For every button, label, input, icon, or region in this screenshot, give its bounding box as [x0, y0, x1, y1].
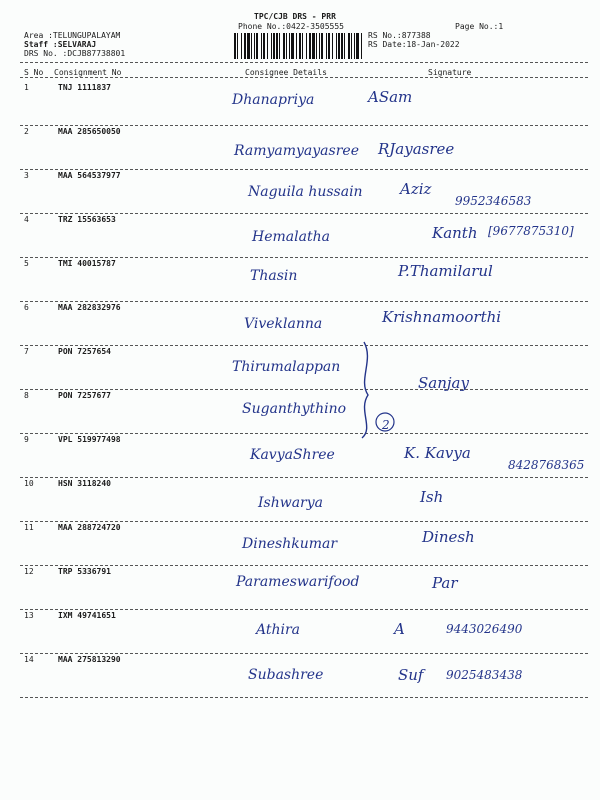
consignee-name: Thasin	[250, 268, 298, 284]
barcode-bar	[289, 33, 290, 59]
page-number: Page No.:1	[455, 22, 504, 31]
row-divider	[20, 257, 588, 258]
col-consignee: Consignee Details	[245, 68, 327, 77]
consignee-name: Parameswarifood	[236, 574, 360, 590]
handwritten-signature: Ish	[420, 488, 444, 506]
row-divider	[20, 345, 588, 346]
barcode-bar	[273, 33, 275, 59]
barcode-bar	[321, 33, 323, 59]
row-divider	[20, 609, 588, 610]
row-sno: 14	[24, 655, 34, 664]
row-sno: 5	[24, 259, 29, 268]
row-sno: 11	[24, 523, 34, 532]
handwritten-signature: ASam	[368, 88, 413, 106]
row-consignment-no: HSN 3118240	[58, 479, 111, 488]
barcode-bar	[254, 33, 255, 59]
row-divider	[20, 521, 588, 522]
barcode-bar	[344, 33, 345, 59]
consignee-name: Ishwarya	[258, 495, 324, 511]
handwritten-signature: Suf	[398, 666, 424, 684]
barcode-bar	[261, 33, 262, 59]
row-sno: 10	[24, 479, 34, 488]
row-sno: 9	[24, 435, 29, 444]
row-sno: 13	[24, 611, 34, 620]
consignee-name: Viveklanna	[244, 316, 323, 332]
area-label: Area :TELUNGUPALAYAM	[24, 31, 121, 40]
row-consignment-no: TRZ 15563653	[58, 215, 116, 224]
barcode-bar	[332, 33, 333, 59]
barcode-bar	[296, 33, 297, 59]
row-consignment-no: IXM 49741651	[58, 611, 116, 620]
handwritten-signature: Dinesh	[422, 528, 475, 546]
barcode-bar	[251, 33, 252, 59]
barcode-bar	[326, 33, 327, 59]
barcode-bar	[341, 33, 343, 59]
row-consignment-no: MAA 564537977	[58, 171, 121, 180]
drs-number: DRS No. :DCJB87738801	[24, 49, 126, 58]
barcode-bar	[351, 33, 352, 59]
handwritten-signature: A	[394, 620, 405, 638]
barcode-bar	[241, 33, 242, 59]
handwritten-signature: K. Kavya	[404, 444, 471, 462]
col-consignment: Consignment No	[54, 68, 122, 77]
barcode-bar	[271, 33, 272, 59]
row-divider	[20, 565, 588, 566]
handwritten-signature: Krishnamoorthi	[382, 308, 502, 326]
barcode	[234, 33, 362, 59]
handwritten-signature: Aziz	[400, 180, 432, 198]
consignee-name: Ramyamyayasree	[234, 143, 359, 159]
rs-date: RS Date:18-Jan-2022	[368, 40, 460, 49]
barcode-bar	[309, 33, 311, 59]
barcode-bar	[291, 33, 294, 59]
consignee-name: Subashree	[248, 667, 324, 683]
row-divider	[20, 169, 588, 170]
signature-note: 9025483438	[446, 668, 523, 682]
barcode-bar	[338, 33, 340, 59]
barcode-bar	[348, 33, 350, 59]
barcode-bar	[234, 33, 236, 59]
col-signature: Signature	[428, 68, 472, 77]
row-sno: 2	[24, 127, 29, 136]
row-consignment-no: MAA 282832976	[58, 303, 121, 312]
row-divider	[20, 125, 588, 126]
row-divider	[20, 653, 588, 654]
signature-note: 2	[382, 418, 390, 432]
barcode-bar	[299, 33, 301, 59]
barcode-bar	[279, 33, 280, 59]
row-consignment-no: MAA 285650050	[58, 127, 121, 136]
barcode-bar	[256, 33, 258, 59]
handwritten-signature: Kanth	[432, 224, 478, 242]
handwritten-signature: Par	[432, 574, 458, 592]
header-divider	[20, 62, 588, 63]
barcode-bar	[263, 33, 265, 59]
row-divider	[20, 213, 588, 214]
row-consignment-no: PON 7257654	[58, 347, 111, 356]
row-divider	[20, 389, 588, 390]
row-divider	[20, 433, 588, 434]
consignee-name: Athira	[256, 622, 301, 638]
row-sno: 3	[24, 171, 29, 180]
barcode-bar	[316, 33, 317, 59]
staff-label: Staff :SELVARAJ	[24, 40, 97, 49]
barcode-bar	[267, 33, 268, 59]
row-sno: 12	[24, 567, 34, 576]
barcode-bar	[356, 33, 359, 59]
handwritten-signature: RJayasree	[378, 140, 455, 158]
barcode-bar	[283, 33, 285, 59]
document-title: TPC/CJB DRS - PRR	[254, 12, 336, 21]
barcode-bar	[276, 33, 278, 59]
signature-note: [9677875310]	[488, 224, 574, 238]
rs-number: RS No.:877388	[368, 31, 431, 40]
row-sno: 1	[24, 83, 29, 92]
row-sno: 8	[24, 391, 29, 400]
signature-note: 9952346583	[455, 194, 532, 208]
barcode-bar	[247, 33, 250, 59]
row-consignment-no: TNJ 1111837	[58, 83, 111, 92]
consignee-name: Naguila hussain	[248, 184, 363, 200]
handwritten-signature: P.Thamilarul	[398, 262, 493, 280]
consignee-name: Dhanapriya	[232, 92, 315, 108]
barcode-bar	[361, 33, 362, 59]
col-sno: S No	[24, 68, 44, 77]
row-consignment-no: MAA 275813290	[58, 655, 121, 664]
barcode-bar	[328, 33, 330, 59]
consignee-name: Thirumalappan	[232, 359, 341, 375]
barcode-bar	[306, 33, 307, 59]
barcode-bar	[312, 33, 315, 59]
phone-number: Phone No.:0422-3505555	[238, 22, 344, 31]
signature-note: 9443026490	[446, 622, 523, 636]
row-divider	[20, 477, 588, 478]
row-consignment-no: MAA 288724720	[58, 523, 121, 532]
row-consignment-no: VPL 519977498	[58, 435, 121, 444]
consignee-name: Suganthythino	[242, 401, 347, 417]
barcode-bar	[286, 33, 287, 59]
barcode-bar	[319, 33, 320, 59]
row-consignment-no: TMI 40015787	[58, 259, 116, 268]
row-divider	[20, 301, 588, 302]
barcode-bar	[336, 33, 337, 59]
row-sno: 6	[24, 303, 29, 312]
row-sno: 4	[24, 215, 29, 224]
column-header-divider	[20, 77, 588, 78]
consignee-name: KavyaShree	[250, 447, 335, 463]
consignee-name: Dineshkumar	[242, 536, 338, 552]
barcode-bar	[244, 33, 246, 59]
row-divider	[20, 697, 588, 698]
row-sno: 7	[24, 347, 29, 356]
signature-note: 8428768365	[508, 458, 585, 472]
barcode-bar	[354, 33, 355, 59]
barcode-bar	[302, 33, 303, 59]
row-consignment-no: TRP 5336791	[58, 567, 111, 576]
bracket-mark	[352, 340, 402, 440]
barcode-bar	[237, 33, 238, 59]
consignee-name: Hemalatha	[252, 229, 330, 245]
row-consignment-no: PON 7257677	[58, 391, 111, 400]
handwritten-signature: Sanjay	[418, 374, 469, 392]
